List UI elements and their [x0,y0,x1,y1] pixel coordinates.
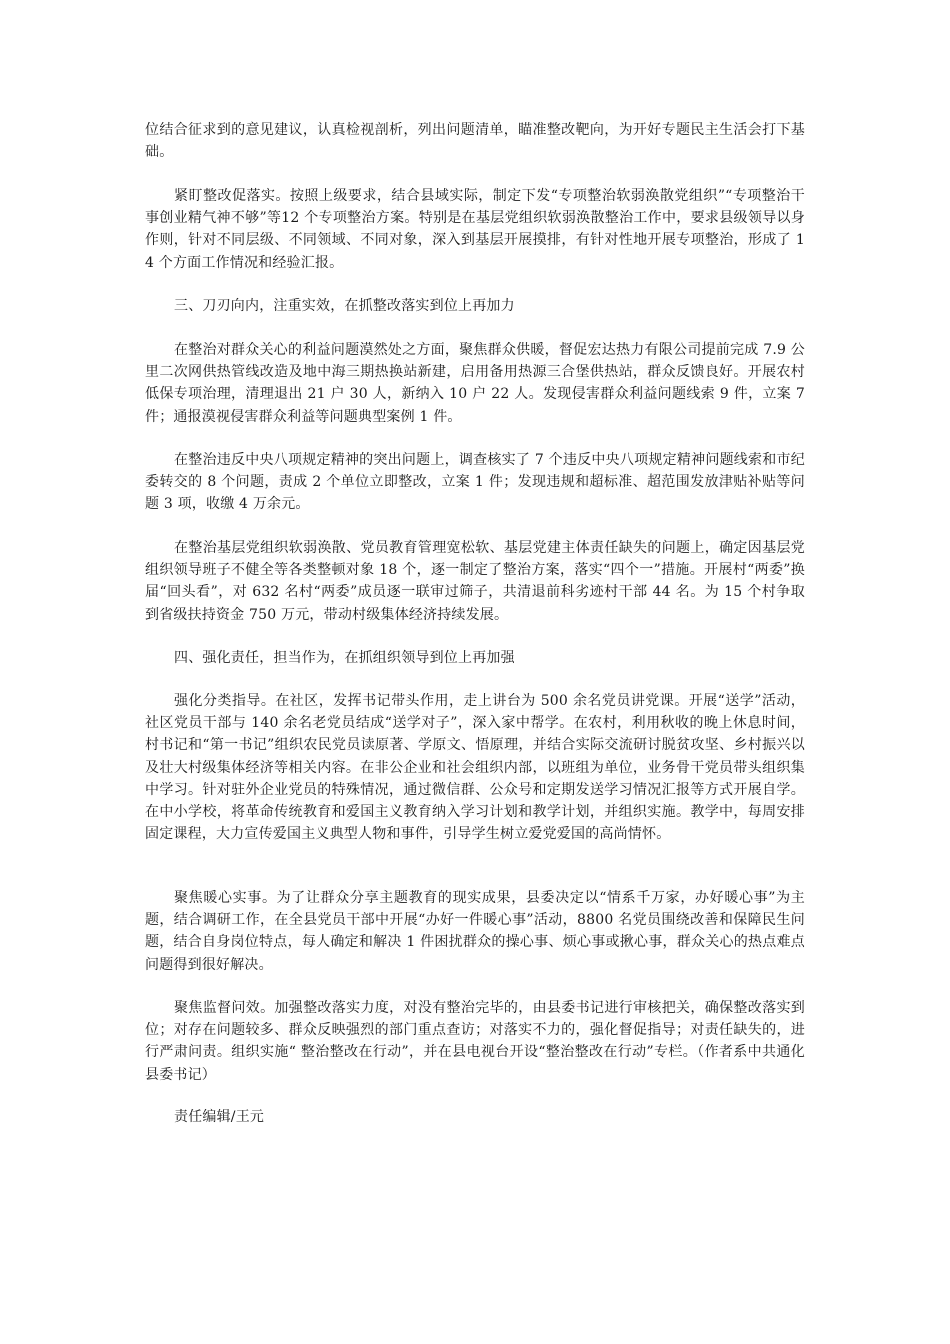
paragraph-continuation: 位结合征求到的意见建议，认真检视剖析，列出问题清单，瞄准整改靶向，为开好专题民主生活会打下基础。 [145,122,805,161]
paragraph-warm-deeds: 聚焦暖心实事。为了让群众分享主题教育的现实成果，县委决定以“情系千万家，办好暖心事”为主题，结合调研工作，在全县党员干部中开展“办好一件暖心事”活动，8800 名党员围绕改善和保障民生问题，结合自身岗位特点，每人确定和解决 1 件困扰群众的操心事、烦心事或揪心事，群众关心的热点难点问题得到很好解决。 [145,890,805,973]
paragraph-rectification-implementation: 紧盯整改促落实。按照上级要求，结合县域实际，制定下发“专项整治软弱涣散党组织”“专项整治干事创业精气神不够”等12 个专项整治方案。特别是在基层党组织软弱涣散整治工作中，要求县级领导以身作则，针对不同层级、不同领域、不同对象，深入到基层开展摸排，有针对性地开展专项整治，形成了 14 个方面工作情况和经验汇报。 [145,188,805,271]
paragraph-classified-guidance: 强化分类指导。在社区，发挥书记带头作用，走上讲台为 500 余名党员讲党课。开展“送学”活动，社区党员干部与 140 余名老党员结成“送学对子”，深入家中帮学。在农村，利用秋收的晚上休息时间，村书记和“第一书记”组织农民党员读原著、学原文、悟原理，并结合实际交流研讨脱贫攻坚、乡村振兴以及壮大村级集体经济等相关内容。在非公企业和社会组织内部，以班组为单位，业务骨干党员带头组织集中学习。针对驻外企业党员的特殊情况，通过微信群、公众号和定期发送学习情况汇报等方式开展自学。在中小学校，将革命传统教育和爱国主义教育纳入学习计划和教学计划，并组织实施。教学中，每周安排固定课程，大力宣传爱国主义典型人物和事件，引导学生树立爱党爱国的高尚情怀。 [145,693,805,843]
section-heading-four: 四、强化责任，担当作为，在抓组织领导到位上再加强 [174,650,515,666]
paragraph-grassroots-party: 在整治基层党组织软弱涣散、党员教育管理宽松软、基层党建主体责任缺失的问题上，确定因基层党组织领导班子不健全等各类整顿对象 18 个，逐一制定了整治方案，落实“四个一”措施。开展村“两委”换届“回头看”，对 632 名村“两委”成员逐一联审过筛子，共清退前科劣迹村干部 44 名。为 15 个村争取到省级扶持资金 750 万元，带动村级集体经济持续发展。 [145,540,805,623]
editor-credit: 责任编辑/王元 [174,1109,265,1125]
paragraph-supervision: 聚焦监督问效。加强整改落实力度，对没有整治完毕的，由县委书记进行审核把关，确保整改落实到位；对存在问题较多、群众反映强烈的部门重点查访；对落实不力的，强化督促指导；对责任缺失的，进行严肃问责。组织实施“ 整治整改在行动”，并在县电视台开设“整治整改在行动”专栏。（作者系中共通化县委书记） [145,1000,805,1083]
paragraph-eight-provisions: 在整治违反中央八项规定精神的突出问题上，调查核实了 7 个违反中央八项规定精神问题线索和市纪委转交的 8 个问题，责成 2 个单位立即整改，立案 1 件；发现违规和超标准、超范围发放津贴补贴等问题 3 项，收缴 4 万余元。 [145,452,805,513]
section-heading-three: 三、刀刃向内，注重实效，在抓整改落实到位上再加力 [174,298,515,314]
paragraph-heating-welfare: 在整治对群众关心的利益问题漠然处之方面，聚焦群众供暖，督促宏达热力有限公司提前完成 7.9 公里二次网供热管线改造及地中海三期热换站新建，启用备用热源三合堡供热站，群众反馈良好。开展农村低保专项治理，清理退出 21 户 30 人，新纳入 10 户 22 人。发现侵害群众利益问题线索 9 件，立案 7 件；通报漠视侵害群众利益等问题典型案例 1 件。 [145,342,805,425]
